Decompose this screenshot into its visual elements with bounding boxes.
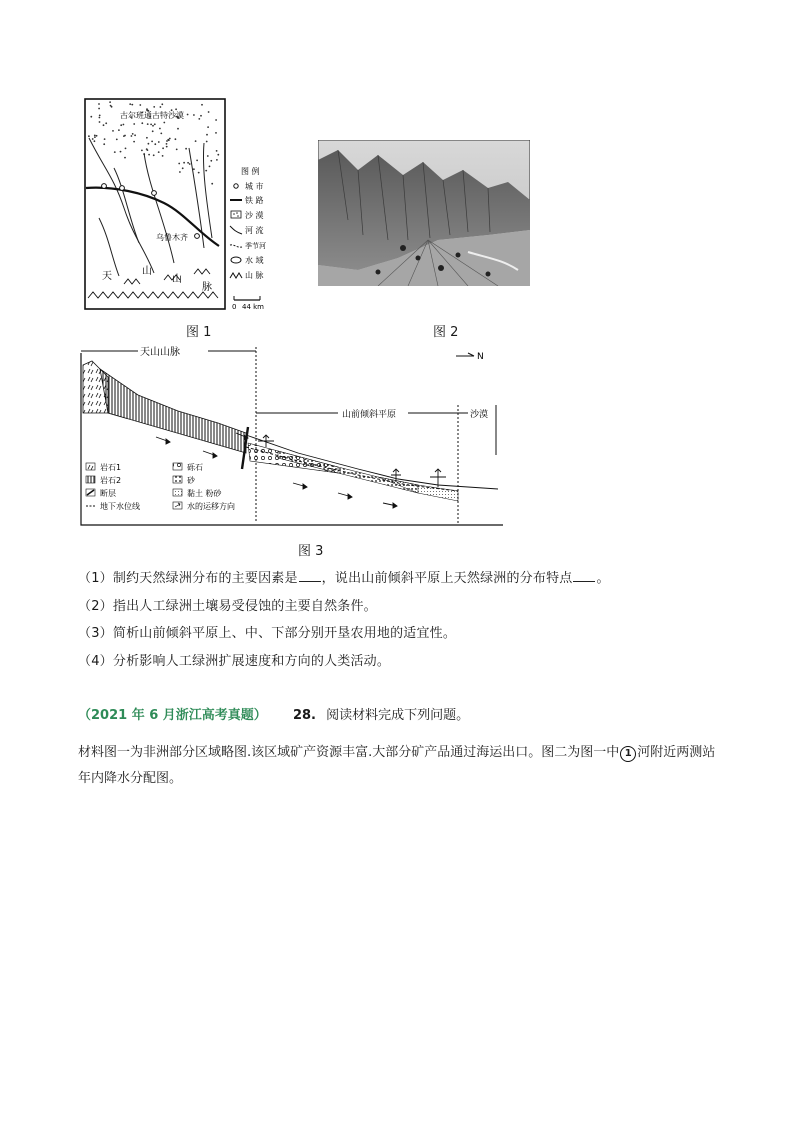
desert-dot bbox=[209, 166, 211, 168]
desert-dot bbox=[110, 105, 112, 107]
legend-seasonal-river-icon bbox=[230, 245, 242, 247]
legend-desert-icon bbox=[231, 211, 241, 218]
section-legend bbox=[86, 462, 235, 511]
legend-river-icon bbox=[230, 226, 242, 234]
desert-dot bbox=[147, 123, 149, 125]
desert-dot bbox=[132, 133, 134, 135]
figure-1-caption: 图 1 bbox=[186, 325, 212, 340]
legend-title: 图 例 bbox=[241, 167, 260, 176]
desert-dot bbox=[216, 150, 218, 152]
desert-dot bbox=[146, 137, 148, 139]
legend-desert: 沙 漠 bbox=[245, 211, 264, 220]
desert-dot bbox=[166, 140, 168, 142]
desert-dot bbox=[162, 155, 164, 157]
desert-dot bbox=[158, 141, 160, 143]
desert-dot bbox=[160, 133, 162, 135]
desert-dot bbox=[134, 134, 136, 136]
exam-source: （2021 年 6 月浙江高考真题） bbox=[78, 708, 267, 723]
desert-dot bbox=[150, 124, 152, 126]
desert-dot bbox=[116, 139, 118, 141]
desert-dot bbox=[189, 163, 191, 165]
desert-dot bbox=[112, 130, 114, 132]
desert-dot bbox=[153, 154, 155, 156]
desert-dot bbox=[207, 126, 209, 128]
label-desert: 沙漠 bbox=[470, 410, 489, 420]
desert-dot bbox=[96, 135, 98, 137]
figure-2-landscape bbox=[318, 140, 530, 286]
desert-dot bbox=[120, 151, 122, 153]
legend-mountain-icon bbox=[230, 273, 242, 278]
legend-city: 城 市 bbox=[245, 182, 264, 191]
desert-dot bbox=[206, 134, 208, 136]
desert-dot bbox=[210, 160, 212, 162]
legend-railway: 铁 路 bbox=[245, 196, 264, 205]
legend3-sand: 砂 bbox=[187, 476, 195, 485]
desert-dot bbox=[125, 148, 127, 150]
mountain-char-2: 山 bbox=[142, 266, 152, 277]
desert-dot bbox=[118, 129, 120, 131]
desert-dot bbox=[88, 135, 90, 137]
legend3-gravel: 砾石 bbox=[187, 463, 203, 472]
desert-dot bbox=[169, 138, 171, 140]
figure-2-caption: 图 2 bbox=[433, 325, 459, 340]
desert-dot bbox=[196, 160, 198, 162]
legend-water-icon bbox=[231, 257, 241, 263]
figure-1-map bbox=[84, 98, 274, 312]
desert-dot bbox=[159, 128, 161, 130]
desert-dot bbox=[123, 124, 125, 126]
desert-dot bbox=[99, 115, 101, 117]
desert-dot bbox=[185, 148, 187, 150]
desert-dot bbox=[166, 146, 168, 148]
desert-dot bbox=[120, 124, 122, 126]
desert-dot bbox=[103, 143, 105, 145]
desert-dot bbox=[148, 154, 150, 156]
desert-dot bbox=[99, 117, 101, 119]
desert-label: 古尔班通古特沙漠 bbox=[120, 111, 184, 120]
desert-dot bbox=[133, 141, 135, 143]
desert-dot bbox=[148, 143, 150, 145]
desert-dot bbox=[98, 103, 100, 105]
legend-mountain: 山 脉 bbox=[245, 271, 264, 280]
rock2-layer bbox=[100, 369, 246, 453]
desert-dot bbox=[167, 139, 169, 141]
desert-dot bbox=[161, 103, 163, 105]
desert-dot bbox=[215, 132, 217, 134]
question-instruction: 阅读材料完成下列问题。 bbox=[326, 708, 470, 723]
desert-dot bbox=[175, 108, 177, 110]
desert-dot bbox=[158, 151, 160, 153]
desert-dot bbox=[208, 111, 210, 113]
sand-layer bbox=[278, 451, 418, 493]
desert-dot bbox=[139, 104, 141, 106]
desert-dot bbox=[195, 140, 197, 142]
question-4: （4）分析影响人工绿洲扩展速度和方向的人类活动。 bbox=[78, 654, 391, 669]
circled-number: 1 bbox=[620, 746, 636, 762]
desert-dot bbox=[152, 125, 154, 127]
answer-blank-2[interactable] bbox=[573, 571, 595, 582]
desert-dot bbox=[176, 149, 178, 151]
desert-dot bbox=[206, 141, 208, 143]
desert-dot bbox=[216, 159, 218, 161]
scale-end: 44 km bbox=[242, 303, 265, 311]
legend-water: 水 域 bbox=[245, 256, 264, 265]
material-paragraph bbox=[78, 740, 728, 792]
desert-dot bbox=[99, 121, 101, 123]
desert-dot bbox=[103, 124, 105, 126]
desert-dot bbox=[94, 136, 96, 138]
figure-2-svg bbox=[318, 140, 530, 286]
desert-dot bbox=[187, 162, 189, 164]
desert-dot bbox=[141, 150, 143, 152]
desert-dot bbox=[94, 135, 96, 137]
question-1-part-c: 。 bbox=[596, 571, 610, 586]
question-number: 28. bbox=[292, 708, 316, 723]
desert-dot bbox=[198, 172, 200, 174]
desert-dot bbox=[152, 130, 154, 132]
material-text-a: 材料图一为非洲部分区域略图.该区域矿产资源丰富.大部分矿产品通过海运出口。图二为图一中 bbox=[78, 745, 620, 760]
legend3-water-direction: 水的运移方向 bbox=[187, 502, 235, 511]
desert-dot bbox=[205, 170, 207, 172]
desert-dot bbox=[211, 183, 213, 185]
desert-dot bbox=[154, 143, 156, 145]
north-arrow bbox=[456, 353, 474, 356]
question-2: （2）指出人工绿洲土壤易受侵蚀的主要自然条件。 bbox=[78, 599, 377, 614]
figure-3-caption: 图 3 bbox=[298, 544, 324, 559]
silt-layer bbox=[378, 477, 458, 501]
desert-dot bbox=[179, 171, 181, 173]
desert-dot bbox=[98, 108, 100, 110]
question-1-part-a: （1）制约天然绿洲分布的主要因素是 bbox=[78, 571, 298, 586]
label-plain: 山前倾斜平原 bbox=[342, 410, 397, 420]
desert-dot bbox=[175, 138, 177, 140]
desert-dot bbox=[182, 167, 184, 169]
legend3-rock1: 岩石1 bbox=[100, 463, 122, 472]
figure-3-cross-section bbox=[78, 343, 506, 528]
desert-dot bbox=[124, 157, 126, 159]
legend3-silt: 黏土 粉砂 bbox=[187, 489, 222, 498]
north-label: N bbox=[477, 352, 484, 362]
figure-1-svg bbox=[84, 98, 274, 312]
desert-dot bbox=[162, 147, 164, 149]
desert-dot bbox=[207, 155, 209, 157]
desert-dot bbox=[129, 103, 131, 105]
desert-dot bbox=[114, 151, 116, 153]
question-1 bbox=[78, 567, 610, 586]
desert-dot bbox=[131, 104, 133, 106]
legend3-fault: 断层 bbox=[100, 489, 116, 498]
desert-dot bbox=[187, 114, 189, 116]
desert-dot bbox=[94, 140, 96, 142]
desert-dot bbox=[154, 123, 156, 125]
desert-dot bbox=[151, 141, 153, 143]
desert-dot bbox=[215, 119, 217, 121]
material-text-b: 河附近两测站年内降水分配图。 bbox=[78, 745, 716, 786]
desert-dot bbox=[90, 116, 92, 118]
desert-dot bbox=[105, 122, 107, 124]
legend3-groundwater: 地下水位线 bbox=[100, 502, 140, 511]
desert-dot bbox=[166, 143, 168, 145]
label-tianshan: 天山山脉 bbox=[140, 347, 180, 358]
desert-dot bbox=[124, 135, 126, 137]
desert-dot bbox=[104, 138, 106, 140]
city-label: 乌鲁木齐 bbox=[156, 233, 188, 242]
desert-dot bbox=[153, 106, 155, 108]
legend-seasonal-river: 季节河 bbox=[245, 242, 266, 250]
desert-dot bbox=[200, 115, 202, 117]
legend3-rock2: 岩石2 bbox=[100, 476, 122, 485]
desert-dot bbox=[160, 106, 162, 108]
desert-dot bbox=[193, 114, 195, 116]
figure-3-svg bbox=[78, 343, 506, 528]
desert-dot bbox=[131, 135, 133, 137]
legend-river: 河 流 bbox=[245, 226, 264, 235]
desert-dot bbox=[141, 122, 143, 124]
desert-dot bbox=[193, 168, 195, 170]
desert-dot bbox=[146, 148, 148, 150]
scale-start: 0 bbox=[232, 303, 237, 311]
section-frame bbox=[81, 353, 503, 525]
desert-dot bbox=[217, 154, 219, 156]
desert-dot bbox=[201, 104, 203, 106]
desert-dot bbox=[198, 118, 200, 120]
desert-dot bbox=[178, 163, 180, 165]
answer-blank-1[interactable] bbox=[299, 571, 321, 582]
desert-dot bbox=[177, 128, 179, 130]
mountain-char-3: 山 bbox=[172, 274, 182, 285]
desert-dot bbox=[133, 123, 135, 125]
mountain-char-1: 天 bbox=[102, 271, 112, 282]
question-3: （3）简析山前倾斜平原上、中、下部分别开垦农用地的适宜性。 bbox=[78, 626, 457, 641]
desert-dot bbox=[109, 101, 111, 103]
desert-dot bbox=[183, 162, 185, 164]
desert-dot bbox=[163, 122, 165, 124]
question-1-part-b: ，说出山前倾斜平原上天然绿洲的分布特点 bbox=[321, 571, 573, 586]
desert-dot bbox=[92, 138, 94, 140]
mountain-char-4: 脉 bbox=[202, 282, 212, 293]
question-28-header bbox=[78, 704, 469, 723]
legend-city-icon bbox=[234, 184, 238, 188]
